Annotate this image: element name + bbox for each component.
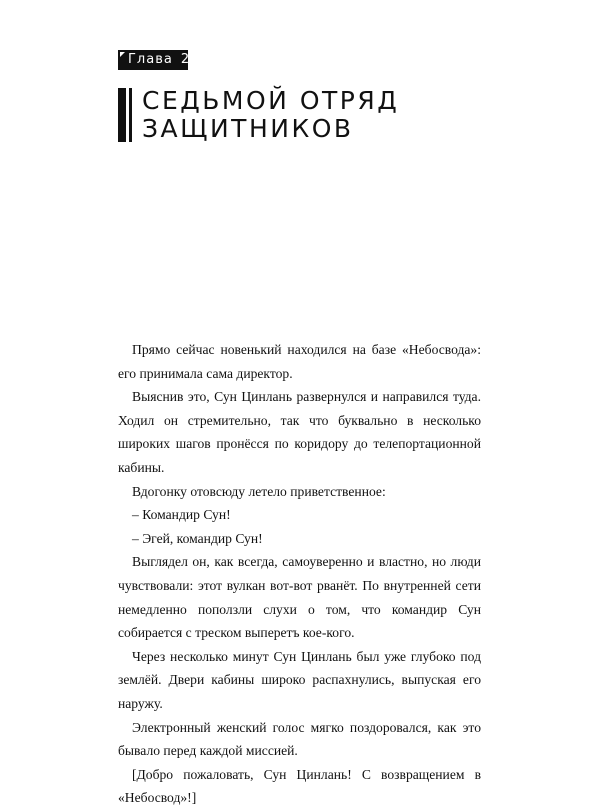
title-bar-thick — [118, 88, 126, 142]
paragraph: Выглядел он, как всегда, самоуверенно и властно, но люди чувствовали: этот вулкан вот-вот рванёт. По внутренней сети немедленно поползли слухи о том, что командир Сун собирается с треском выперетъ кое-кого. — [118, 554, 481, 641]
title-line-1: СЕДЬМОЙ ОТРЯД — [142, 86, 400, 115]
paragraph: Выяснив это, Сун Цинлань развернулся и направился туда. Ходил он стремительно, так что буквально в несколько широких шагов пронёсся по коридору до телепортационной кабины. — [118, 389, 481, 475]
paragraph: – Командир Сун! — [132, 507, 231, 523]
chapter-word: Глава — [128, 52, 173, 67]
title-bar-thin — [129, 88, 132, 142]
paragraph: Прямо сейчас новенький находился на базе «Небосвода»: его принимала сама директор. — [118, 342, 481, 381]
title-line-2: ЗАЩИТНИКОВ — [142, 114, 354, 143]
corner-mark-icon — [120, 52, 125, 57]
body-text — [118, 338, 481, 810]
paragraph: Электронный женский голос мягко поздоровался, как это бывало перед каждой миссией. — [118, 719, 481, 759]
paragraph: [Добро пожаловать, Сун Цинлань! С возвращением в «Небосвод»!] — [118, 766, 481, 806]
chapter-number: 2 — [180, 52, 191, 67]
paragraph: – Эгей, командир Сун! — [132, 530, 263, 546]
chapter-badge — [118, 50, 191, 70]
paragraph: Через несколько минут Сун Цинлань был уже глубоко под землёй. Двери кабины широко распахнулись, выпуская его наружу. — [118, 648, 481, 711]
paragraph: Вдогонку отовсюду летело приветственное: — [132, 483, 386, 499]
chapter-title — [118, 88, 498, 142]
